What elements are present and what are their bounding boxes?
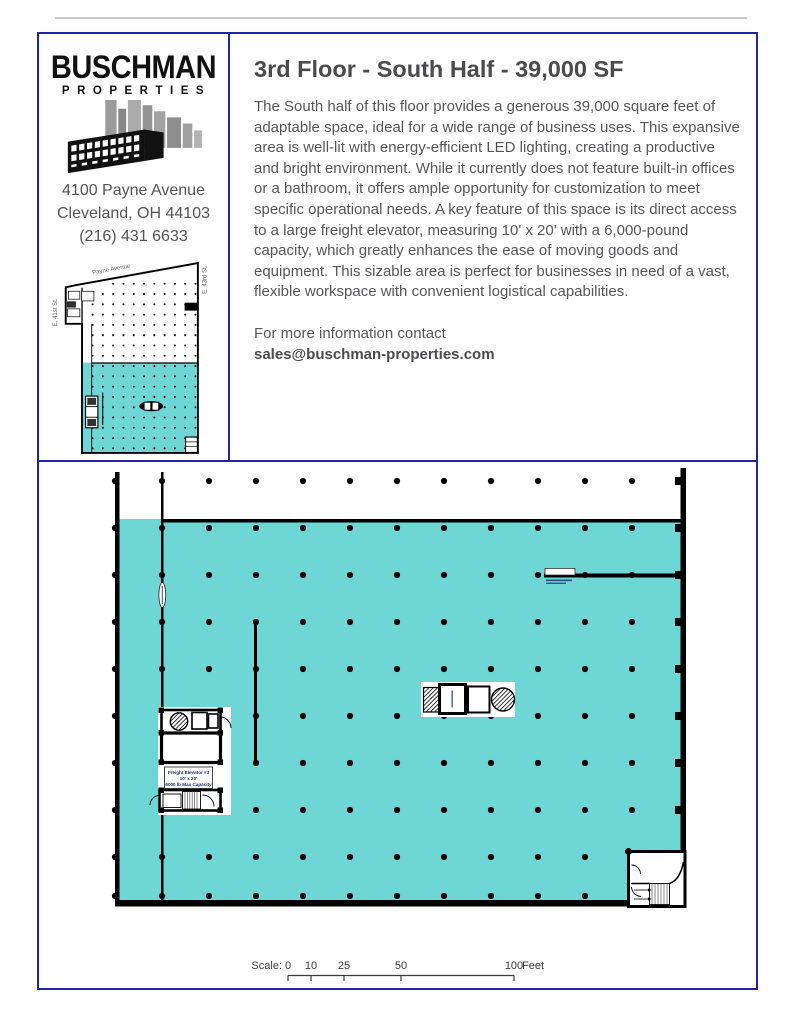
scale-tick-50: 50	[394, 960, 408, 972]
stair-run	[650, 884, 670, 905]
scale-label: Scale:	[251, 960, 282, 972]
machine-drum-icon	[492, 688, 515, 711]
freight-elevator-label-2: 10' x 20'	[179, 776, 198, 781]
contact-block	[254, 324, 738, 365]
scale-tick-10: 10	[304, 960, 318, 972]
listing-info-panel	[228, 32, 758, 462]
building-keyplan-thumbnail	[43, 256, 225, 460]
thumb-core-elevators	[139, 401, 163, 411]
brand-block	[50, 50, 217, 98]
elevator-cab	[468, 687, 490, 713]
scale-bar	[251, 960, 544, 981]
freight-elevator-shaft	[162, 733, 221, 763]
central-elevator-core	[421, 682, 515, 717]
street-label-e41st: E. 41st St.	[52, 298, 59, 326]
factory-skyline-logo-icon	[50, 100, 218, 173]
street-label-e43rd: E. 43rd St.	[202, 265, 209, 294]
machine-drum-icon	[170, 713, 187, 730]
scale-unit: Feet	[522, 960, 545, 972]
contact-email-link[interactable]: sales@buschman-properties.com	[254, 345, 495, 363]
scale-tick-100: 100	[504, 960, 524, 972]
thumb-freight-elevator	[85, 396, 97, 428]
address-city: Cleveland, OH 44103	[57, 204, 210, 222]
street-label-payne-avenue: Payne Avenue	[91, 263, 131, 277]
floorplan-drawing	[39, 462, 756, 988]
logo-panel	[37, 32, 230, 462]
listing-description: The South half of this floor provides a generous 39,000 square feet of adaptable space, ideal for a wide range of business uses. This expansive area is well-lit with energy-efficient LED lighting, creating a productive and bright environment. While it currently does not feature built-in offices or a bathroom, it offers ample opportunity for customization to meet specific operational needs. A key feature of this space is its direct access to a large freight elevator, measuring 10' x 20' with a 6,000-pound capacity, which greatly enhances the ease of moving goods and equipment. This sizable area is perfect for businesses in need of a vast, flexible workspace with convenient logistical capabilities.	[254, 98, 740, 301]
page-top-rule	[55, 17, 747, 19]
address-block	[57, 179, 210, 248]
scale-bar-line	[288, 976, 514, 982]
listing-title: 3rd Floor - South Half - 39,000 SF	[254, 56, 624, 82]
scale-tick-25: 25	[337, 960, 351, 972]
freight-elevator-label-3: 6000 lb Max Capacity	[165, 782, 212, 787]
address-phone: (216) 431 6633	[79, 227, 188, 245]
freight-elevator-core	[150, 707, 231, 815]
thumb-right-wall-structure	[184, 302, 196, 310]
brand-name: BUSCHMAN	[50, 50, 217, 86]
brand-subname: PROPERTIES	[61, 85, 212, 97]
scale-tick-0: 0	[284, 960, 292, 972]
address-street: 4100 Payne Avenue	[62, 181, 205, 199]
thumb-stairs	[185, 437, 197, 452]
southeast-stair-room	[625, 848, 685, 907]
contact-label: For more information contact	[254, 324, 446, 342]
freight-elevator-label-1: Freight Elevator #3	[167, 770, 210, 775]
floorplan-panel	[37, 460, 758, 990]
